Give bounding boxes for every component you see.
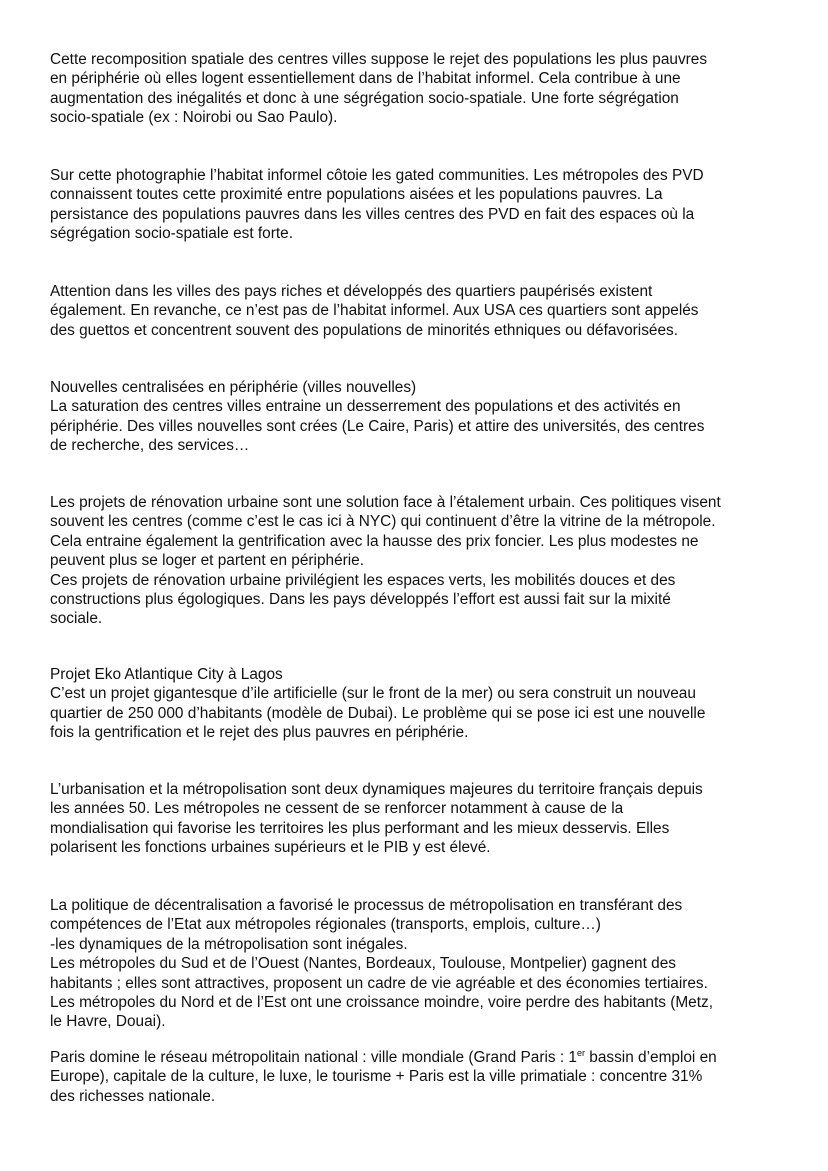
text-line: compétences de l’Etat aux métropoles régionales (transports, emplois, culture…) <box>50 916 601 934</box>
text-line: Les métropoles du Sud et de l’Ouest (Nantes, Bordeaux, Toulouse, Montpelier) gagnent des <box>50 955 676 973</box>
text-line: en périphérie où elles logent essentiellement dans de l’habitat informel. Cela contribue à une <box>50 70 681 88</box>
text-line: La saturation des centres villes entraine un desserrement des populations et des activités en <box>50 398 681 416</box>
text-line: persistance des populations pauvres dans les villes centres des PVD en fait des espaces où la <box>50 205 695 223</box>
paragraph-spatial-recomposition <box>50 50 790 128</box>
paragraph-new-towns <box>50 378 790 456</box>
text-line: polarisent les fonctions urbaines supérieurs et le PIB y est élevé. <box>50 839 491 857</box>
text-fragment: bassin d’emploi en <box>584 1049 717 1066</box>
text-line: quartier de 250 000 d’habitants (modèle de Dubai). Le problème qui se pose ici est une nouvelle <box>50 704 706 722</box>
superscript-ordinal: er <box>576 1047 585 1058</box>
text-line: mondialisation qui favorise les territoires les plus performant and les mieux desservis. Elles <box>50 819 670 837</box>
text-fragment: Paris domine le réseau métropolitain national : ville mondiale (Grand Paris : 1 <box>50 1049 577 1066</box>
paragraph-urban-renovation <box>50 493 790 629</box>
text-line: des guettos et concentrent souvent des populations de minorités ethniques ou défavorisées. <box>50 321 679 339</box>
text-line: augmentation des inégalités et donc à une ségrégation socio-spatiale. Une forte ségrégation <box>50 89 679 107</box>
text-line: le Havre, Douai). <box>50 1013 166 1031</box>
text-line: ségrégation socio-spatiale est forte. <box>50 225 293 243</box>
text-line: Attention dans les villes des pays riches et développés des quartiers paupérisés existent <box>50 283 653 300</box>
text-line: C’est un projet gigantesque d’ile artificielle (sur le front de la mer) ou sera construit un nouveau <box>50 685 696 703</box>
text-line: les années 50. Les métropoles ne cessent de se renforcer notamment à cause de la <box>50 800 624 818</box>
text-line: souvent les centres (comme c’est le cas ici à NYC) qui continuent d’être la vitrine de la métropole. <box>50 513 716 531</box>
text-line: habitants ; elles sont attractives, proposent un cadre de vie agréable et des économies tertiaires. <box>50 974 708 992</box>
text-line: Cela entraine également la gentrification avec la hausse des prix foncier. Les plus modestes ne <box>50 532 699 550</box>
text-line: Cette recomposition spatiale des centres villes suppose le rejet des populations les plus pauvres <box>50 51 708 68</box>
text-line: Ces projets de rénovation urbaine privilégient les espaces verts, les mobilités douces et des <box>50 571 676 589</box>
text-line: périphérie. Des villes nouvelles sont crées (Le Caire, Paris) et attire des universités, des centres <box>50 417 705 435</box>
text-line: Les projets de rénovation urbaine sont une solution face à l’étalement urbain. Ces politiques visent <box>50 494 721 511</box>
text-line: L’urbanisation et la métropolisation sont deux dynamiques majeures du territoire français depuis <box>50 781 703 798</box>
text-line: sociale. <box>50 610 103 628</box>
text-line: -les dynamiques de la métropolisation sont inégales. <box>50 935 408 953</box>
text-line <box>50 1048 790 1067</box>
text-line: fois la gentrification et le rejet des plus pauvres en périphérie. <box>50 724 469 742</box>
text-line: peuvent plus se loger et partent en périphérie. <box>50 552 365 570</box>
text-line: Europe), capitale de la culture, le luxe, le tourisme + Paris est la ville primatiale : concentre 31% <box>50 1068 703 1086</box>
paragraph-french-metropolisation <box>50 780 790 858</box>
paragraph-decentralisation <box>50 896 790 1032</box>
text-line: Projet Eko Atlantique City à Lagos <box>50 666 283 683</box>
text-line: également. En revanche, ce n’est pas de l’habitat informel. Aux USA ces quartiers sont appelés <box>50 302 699 320</box>
text-line: socio-spatiale (ex : Noirobi ou Sao Paulo). <box>50 109 338 127</box>
text-line: La politique de décentralisation a favorisé le processus de métropolisation en transférant des <box>50 897 683 914</box>
text-line: Les métropoles du Nord et de l’Est ont une croissance moindre, voire perdre des habitants (Metz, <box>50 994 713 1012</box>
paragraph-paris <box>50 1048 790 1106</box>
text-line: Nouvelles centralisées en périphérie (villes nouvelles) <box>50 379 417 396</box>
text-line: des richesses nationale. <box>50 1087 216 1105</box>
text-line: constructions plus égologiques. Dans les pays développés l’effort est aussi fait sur la mixité <box>50 591 671 609</box>
text-line: de recherche, des services… <box>50 437 250 455</box>
text-line: connaissent toutes cette proximité entre populations aisées et les populations pauvres. La <box>50 186 663 204</box>
text-line: Sur cette photographie l’habitat informel côtoie les gated communities. Les métropoles des PVD <box>50 167 704 184</box>
paragraph-rich-countries <box>50 282 790 340</box>
paragraph-informal-housing <box>50 166 790 244</box>
paragraph-eko-atlantic <box>50 665 790 743</box>
